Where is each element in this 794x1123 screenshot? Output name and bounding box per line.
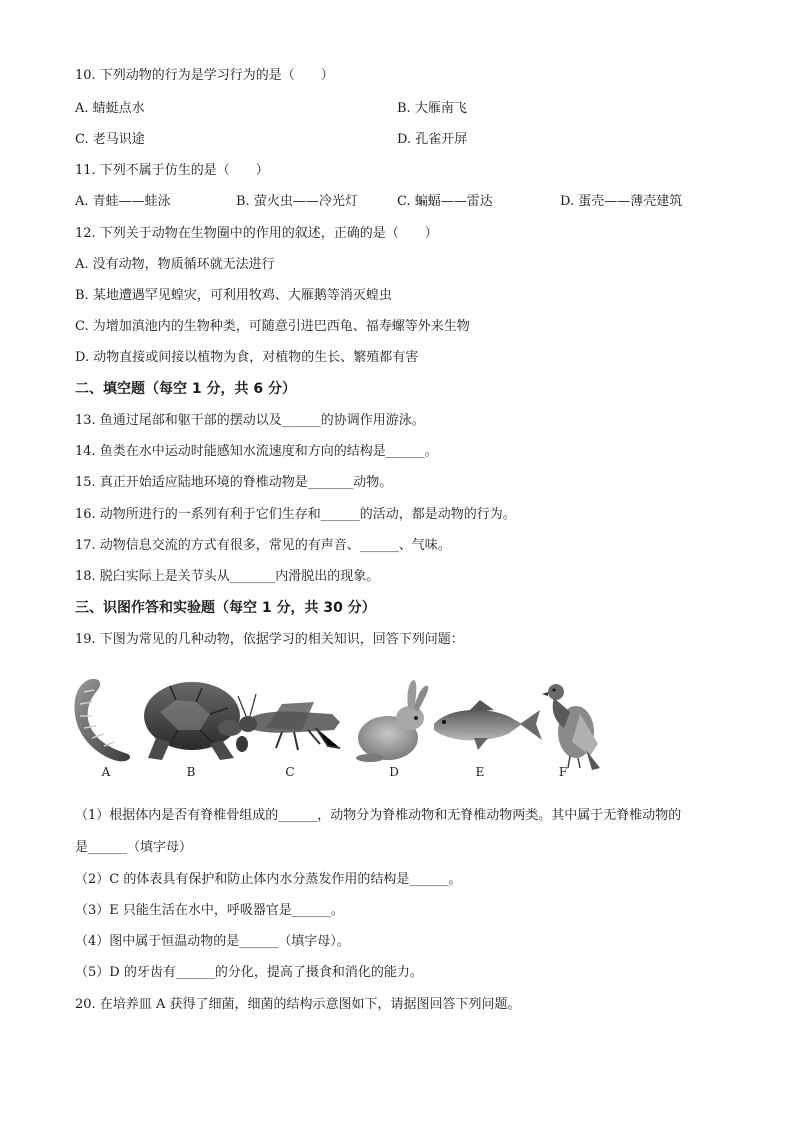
animal-figure <box>70 672 610 784</box>
q19-part-3: （3）E 只能生活在水中，呼吸器官是______。 <box>75 903 344 918</box>
q10-option-a: A. 蜻蜓点水 <box>75 101 145 116</box>
figure-label-c: C <box>285 765 295 779</box>
q19-part-5: （5）D 的牙齿有______的分化，提高了摄食和消化的能力。 <box>75 965 423 980</box>
q11-option-c: C. 蝙蝠——雷达 <box>397 194 493 209</box>
q11-option-b: B. 萤火虫——冷光灯 <box>236 194 358 209</box>
section-heading-fill-in: 二、填空题（每空 1 分，共 6 分） <box>75 381 296 397</box>
animal-figure-svg <box>70 672 610 784</box>
q19-part-2: （2）C 的体表具有保护和防止体内水分蒸发作用的结构是______。 <box>75 872 462 887</box>
q12-option-b: B. 某地遭遇罕见蝗灾，可利用牧鸡、大雁鹅等消灭蝗虫 <box>75 288 392 303</box>
q11-stem: 11. 下列不属于仿生的是（ ） <box>75 163 269 178</box>
grasshopper-image <box>238 694 340 750</box>
figure-label-b: B <box>186 765 196 779</box>
q18-stem: 18. 脱臼实际上是关节头从_______内滑脱出的现象。 <box>75 569 380 584</box>
q15-stem: 15. 真正开始适应陆地环境的脊椎动物是_______动物。 <box>75 475 393 490</box>
q14-stem: 14. 鱼类在水中运动时能感知水流速度和方向的结构是______。 <box>75 444 438 459</box>
q20-stem: 20. 在培养皿 A 获得了细菌，细菌的结构示意图如下，请据图回答下列问题。 <box>75 997 521 1012</box>
q12-option-d: D. 动物直接或间接以植物为食，对植物的生长、繁殖都有害 <box>75 350 419 365</box>
turtle-image <box>144 682 248 760</box>
q16-stem: 16. 动物所进行的一系列有利于它们生存和______的活动，都是动物的行为。 <box>75 507 516 522</box>
figure-label-d: D <box>389 765 399 779</box>
q19-stem: 19. 下图为常见的几种动物，依据学习的相关知识，回答下列问题： <box>75 632 464 647</box>
q17-stem: 17. 动物信息交流的方式有很多，常见的有声音、______、气味。 <box>75 538 451 553</box>
q12-option-c: C. 为增加滇池内的生物种类，可随意引进巴西龟、福寿螺等外来生物 <box>75 319 470 334</box>
q19-part-1-cont: 是______（填字母） <box>75 840 193 855</box>
figure-label-e: E <box>475 765 485 779</box>
q11-option-a: A. 青蛙——蛙泳 <box>75 194 171 209</box>
q12-option-a: A. 没有动物，物质循环就无法进行 <box>75 257 275 272</box>
q10-option-b: B. 大雁南飞 <box>397 101 467 116</box>
q11-option-d: D. 蛋壳——薄壳建筑 <box>560 194 683 209</box>
q13-stem: 13. 鱼通过尾部和躯干部的摆动以及______的协调作用游泳。 <box>75 413 425 428</box>
q10-option-d: D. 孔雀开屏 <box>397 132 468 147</box>
q10-option-c: C. 老马识途 <box>75 132 145 147</box>
carp-image <box>434 700 542 750</box>
pigeon-image <box>542 684 600 770</box>
q19-part-4: （4）图中属于恒温动物的是______（填字母）。 <box>75 934 350 949</box>
q19-part-1: （1）根据体内是否有脊椎骨组成的______，动物分为脊椎动物和无脊椎动物两类。其中属于无脊椎动物的 <box>75 808 682 823</box>
q12-stem: 12. 下列关于动物在生物圈中的作用的叙述，正确的是（ ） <box>75 226 438 241</box>
rabbit-image <box>356 680 428 762</box>
leech-image <box>75 679 131 761</box>
figure-label-f: F <box>558 765 568 779</box>
figure-label-a: A <box>101 765 111 779</box>
section-heading-figures: 三、识图作答和实验题（每空 1 分，共 30 分） <box>75 600 376 616</box>
q10-stem: 10. 下列动物的行为是学习行为的是（ ） <box>75 68 334 83</box>
